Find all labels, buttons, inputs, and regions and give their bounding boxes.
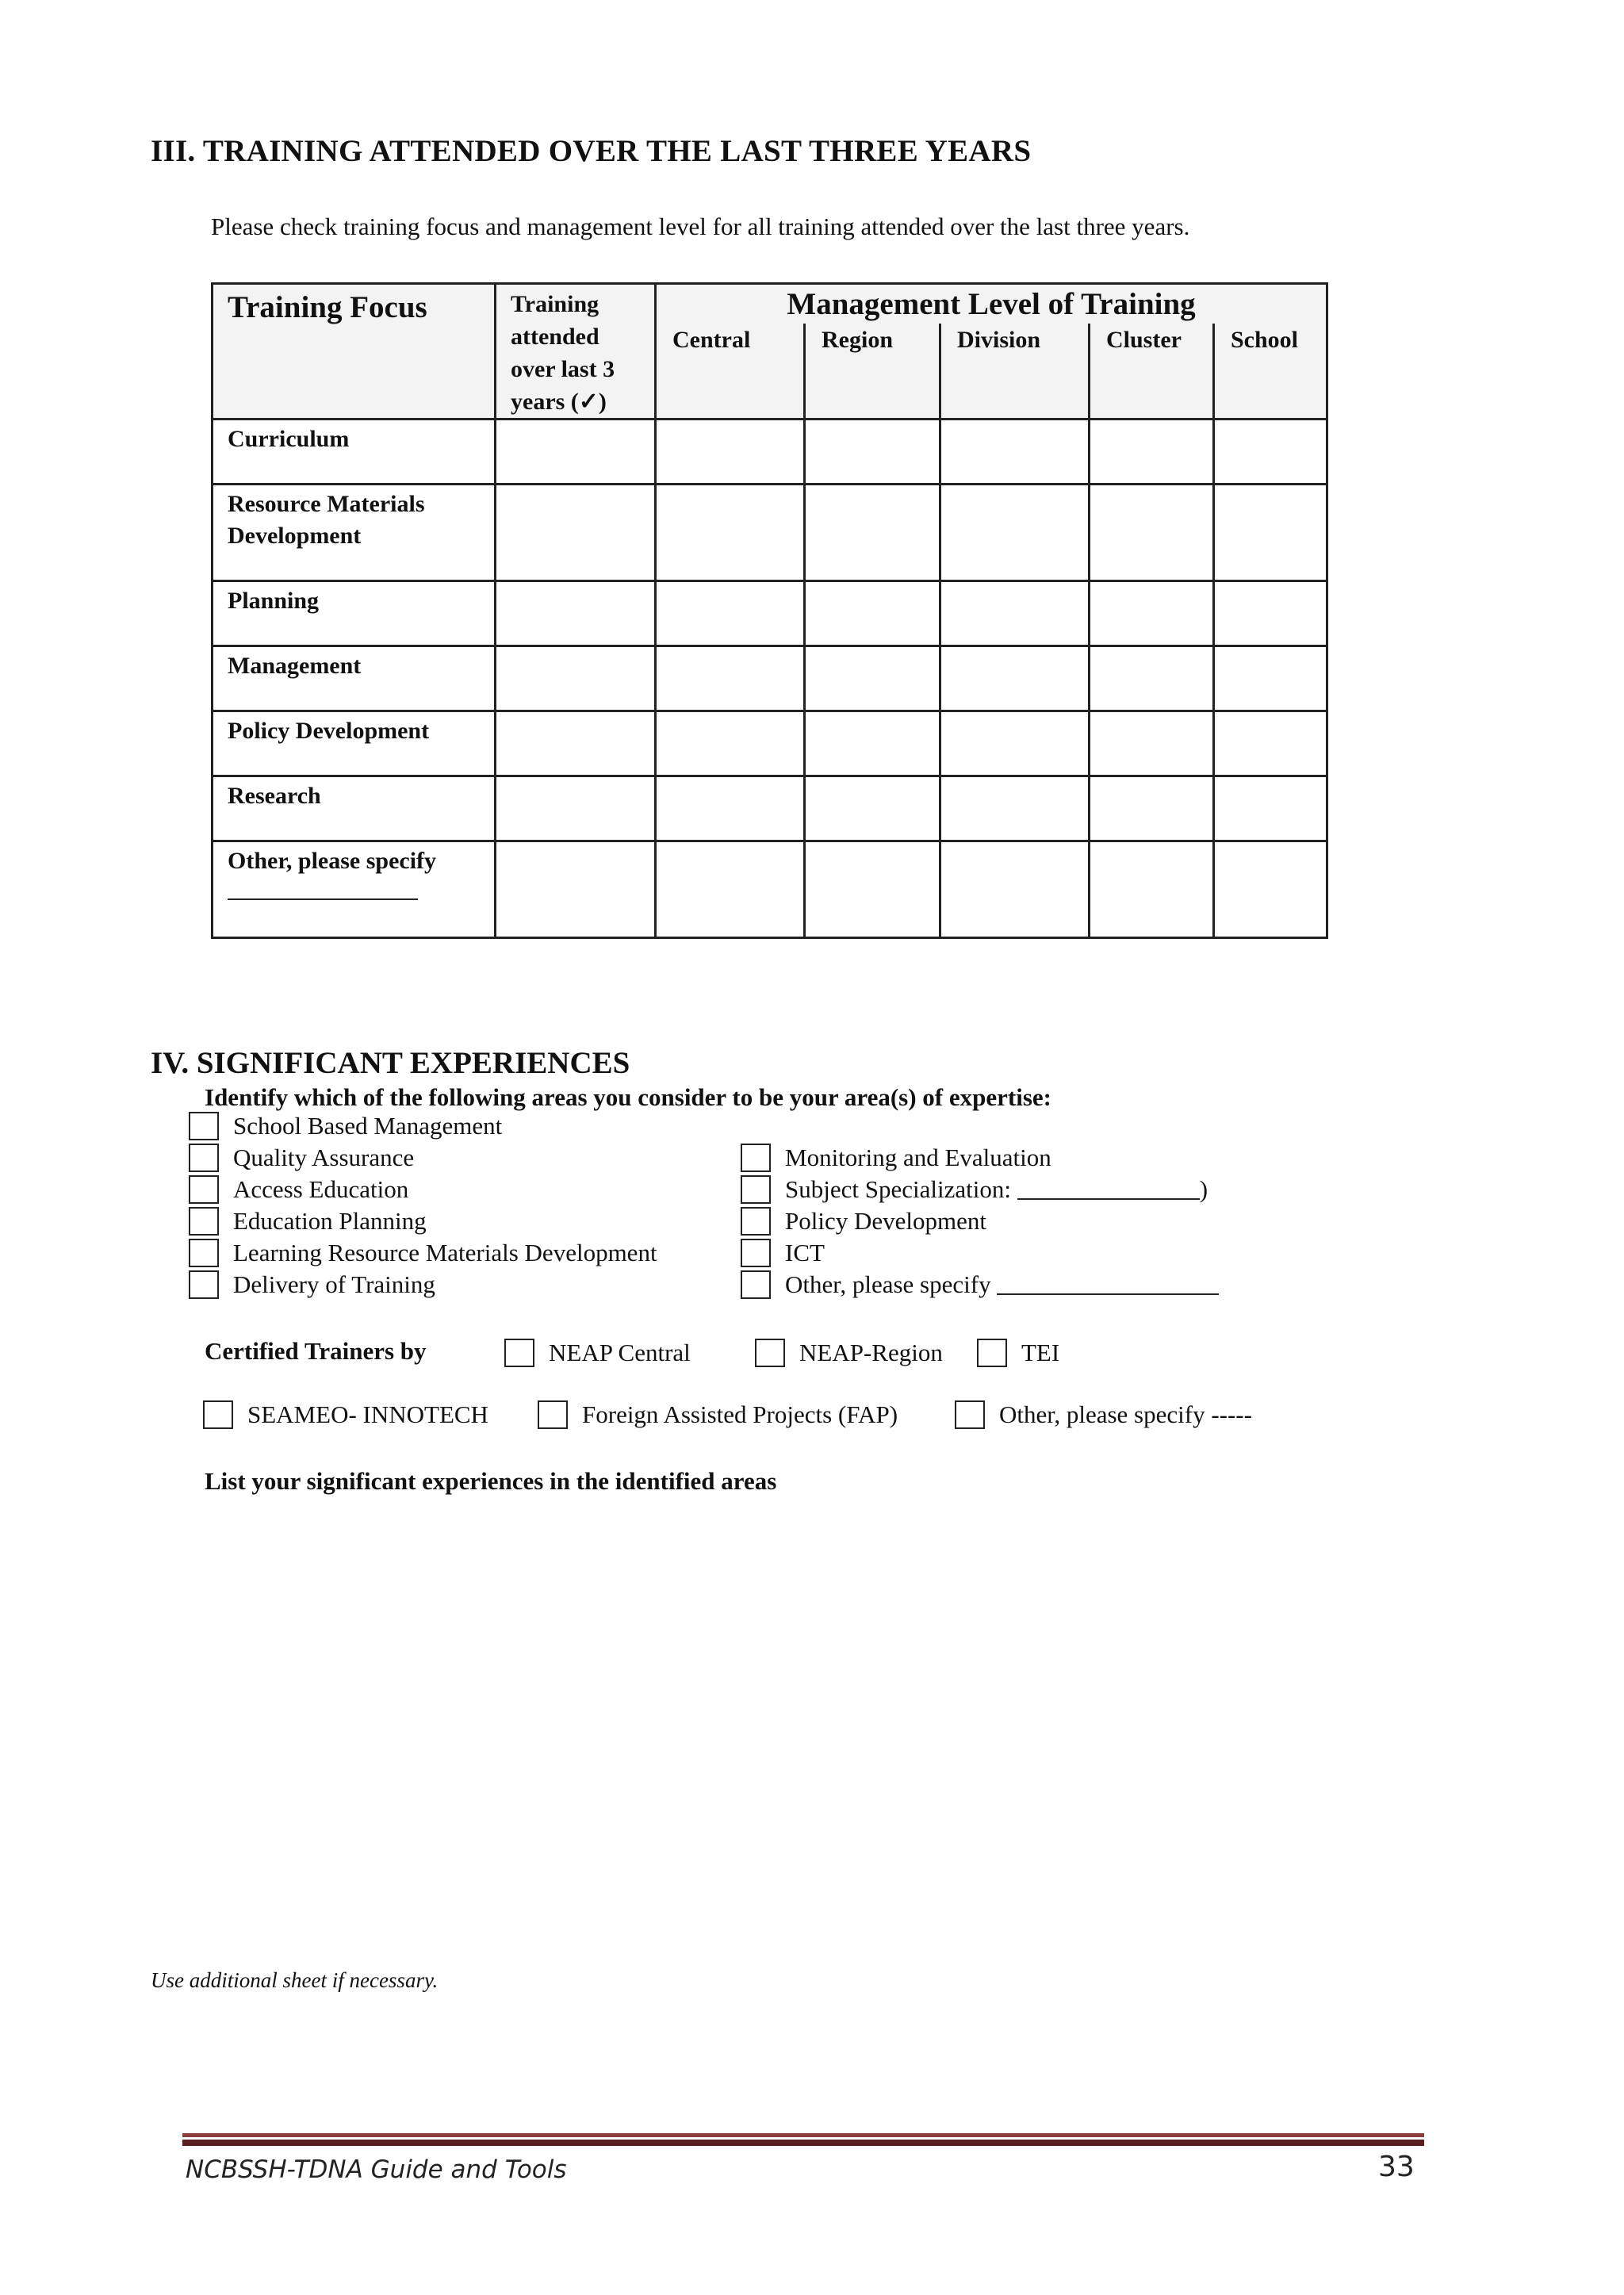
cell-attended[interactable]	[496, 776, 656, 841]
cell-division[interactable]	[940, 646, 1090, 711]
table-row	[213, 420, 1327, 485]
expertise-option: Access Education	[189, 1175, 408, 1204]
cell-region[interactable]	[805, 776, 940, 841]
section-3-title: III. TRAINING ATTENDED OVER THE LAST THREE YEARS	[151, 134, 1032, 168]
certified-option: TEI	[977, 1339, 1059, 1367]
checkbox[interactable]	[189, 1144, 219, 1172]
row-label-resource-materials: Resource Materials Development	[213, 485, 496, 581]
table-row	[213, 776, 1327, 841]
cell-central[interactable]	[656, 776, 805, 841]
header-management-level: Management Level of Training	[656, 284, 1327, 324]
cell-central[interactable]	[656, 841, 805, 938]
expertise-option: Other, please specify	[741, 1270, 1219, 1299]
header-region: Region	[805, 324, 940, 420]
cell-cluster[interactable]	[1090, 711, 1214, 776]
cell-school[interactable]	[1214, 420, 1327, 485]
cell-attended[interactable]	[496, 841, 656, 938]
expertise-option: Delivery of Training	[189, 1270, 435, 1299]
row-label-planning: Planning	[213, 581, 496, 646]
checkbox[interactable]	[741, 1270, 771, 1299]
cell-division[interactable]	[940, 420, 1090, 485]
cell-attended[interactable]	[496, 646, 656, 711]
row-label-curriculum: Curriculum	[213, 420, 496, 485]
checkbox[interactable]	[189, 1270, 219, 1299]
other-specify-blank[interactable]	[997, 1274, 1219, 1295]
expertise-option: Learning Resource Materials Development	[189, 1239, 657, 1267]
cell-central[interactable]	[656, 581, 805, 646]
cell-school[interactable]	[1214, 646, 1327, 711]
cell-central[interactable]	[656, 711, 805, 776]
table-row	[213, 485, 1327, 581]
cell-region[interactable]	[805, 646, 940, 711]
expertise-instruction: Identify which of the following areas you consider to be your area(s) of expertise:	[205, 1083, 1051, 1111]
header-central: Central	[656, 324, 805, 420]
cell-attended[interactable]	[496, 485, 656, 581]
cell-cluster[interactable]	[1090, 581, 1214, 646]
cell-division[interactable]	[940, 711, 1090, 776]
checkbox[interactable]	[189, 1207, 219, 1236]
cell-division[interactable]	[940, 485, 1090, 581]
page-number: 33	[1378, 2151, 1415, 2183]
cell-region[interactable]	[805, 485, 940, 581]
cell-school[interactable]	[1214, 581, 1327, 646]
table-row	[213, 581, 1327, 646]
cell-region[interactable]	[805, 841, 940, 938]
certified-option: Foreign Assisted Projects (FAP)	[538, 1400, 898, 1429]
expertise-option: Quality Assurance	[189, 1144, 414, 1172]
cell-central[interactable]	[656, 485, 805, 581]
section-4-title: IV. SIGNIFICANT EXPERIENCES	[151, 1046, 630, 1080]
checkbox[interactable]	[977, 1339, 1007, 1367]
checkbox[interactable]	[189, 1239, 219, 1267]
row-label-research: Research	[213, 776, 496, 841]
cell-central[interactable]	[656, 646, 805, 711]
cell-attended[interactable]	[496, 420, 656, 485]
cell-division[interactable]	[940, 776, 1090, 841]
cell-region[interactable]	[805, 711, 940, 776]
cell-attended[interactable]	[496, 581, 656, 646]
header-training-focus: Training Focus	[213, 284, 496, 420]
checkbox[interactable]	[203, 1400, 233, 1429]
cell-school[interactable]	[1214, 485, 1327, 581]
cell-region[interactable]	[805, 581, 940, 646]
certified-option: SEAMEO- INNOTECH	[203, 1400, 488, 1429]
row-label-policy-development: Policy Development	[213, 711, 496, 776]
checkbox[interactable]	[504, 1339, 534, 1367]
checkbox[interactable]	[741, 1207, 771, 1236]
table-row	[213, 711, 1327, 776]
cell-school[interactable]	[1214, 711, 1327, 776]
cell-division[interactable]	[940, 581, 1090, 646]
expertise-option: Monitoring and Evaluation	[741, 1144, 1051, 1172]
row-label-management: Management	[213, 646, 496, 711]
expertise-option: ICT	[741, 1239, 825, 1267]
expertise-option: Policy Development	[741, 1207, 986, 1236]
cell-central[interactable]	[656, 420, 805, 485]
checkbox[interactable]	[189, 1112, 219, 1140]
cell-attended[interactable]	[496, 711, 656, 776]
header-division: Division	[940, 324, 1090, 420]
certified-option: NEAP-Region	[755, 1339, 943, 1367]
checkbox[interactable]	[741, 1144, 771, 1172]
cell-cluster[interactable]	[1090, 646, 1214, 711]
expertise-option: School Based Management	[189, 1112, 502, 1140]
cell-cluster[interactable]	[1090, 841, 1214, 938]
header-cluster: Cluster	[1090, 324, 1214, 420]
checkbox[interactable]	[538, 1400, 568, 1429]
section-3-instruction: Please check training focus and management level for all training attended over the last three years.	[211, 213, 1190, 240]
table-row	[213, 841, 1327, 938]
cell-division[interactable]	[940, 841, 1090, 938]
footer-rule-bottom	[182, 2140, 1424, 2146]
expertise-option: Education Planning	[189, 1207, 427, 1236]
cell-school[interactable]	[1214, 776, 1327, 841]
training-table	[211, 282, 1328, 939]
cell-school[interactable]	[1214, 841, 1327, 938]
specify-blank-line[interactable]	[228, 878, 418, 900]
cell-cluster[interactable]	[1090, 485, 1214, 581]
expertise-option: Subject Specialization: )	[741, 1175, 1208, 1204]
additional-sheet-note: Use additional sheet if necessary.	[151, 1968, 439, 1992]
cell-region[interactable]	[805, 420, 940, 485]
cell-cluster[interactable]	[1090, 776, 1214, 841]
header-school: School	[1214, 324, 1327, 420]
footer-rule-top	[182, 2133, 1424, 2137]
row-label-other: Other, please specify	[213, 841, 496, 938]
checkbox[interactable]	[741, 1239, 771, 1267]
table-row	[213, 646, 1327, 711]
checkbox[interactable]	[755, 1339, 785, 1367]
checkbox[interactable]	[741, 1175, 771, 1204]
specialization-blank[interactable]	[1017, 1179, 1200, 1200]
cell-cluster[interactable]	[1090, 420, 1214, 485]
checkbox[interactable]	[955, 1400, 985, 1429]
checkbox[interactable]	[189, 1175, 219, 1204]
certified-trainers-label: Certified Trainers by	[205, 1337, 427, 1365]
footer-title: NCBSSH-TDNA Guide and Tools	[186, 2155, 567, 2184]
experiences-answer-area[interactable]	[205, 1507, 1394, 1935]
certified-option: Other, please specify -----	[955, 1400, 1252, 1429]
experiences-list-label: List your significant experiences in the identified areas	[205, 1467, 777, 1495]
header-training-attended: Training attended over last 3 years (✓)	[496, 284, 656, 420]
certified-option: NEAP Central	[504, 1339, 691, 1367]
